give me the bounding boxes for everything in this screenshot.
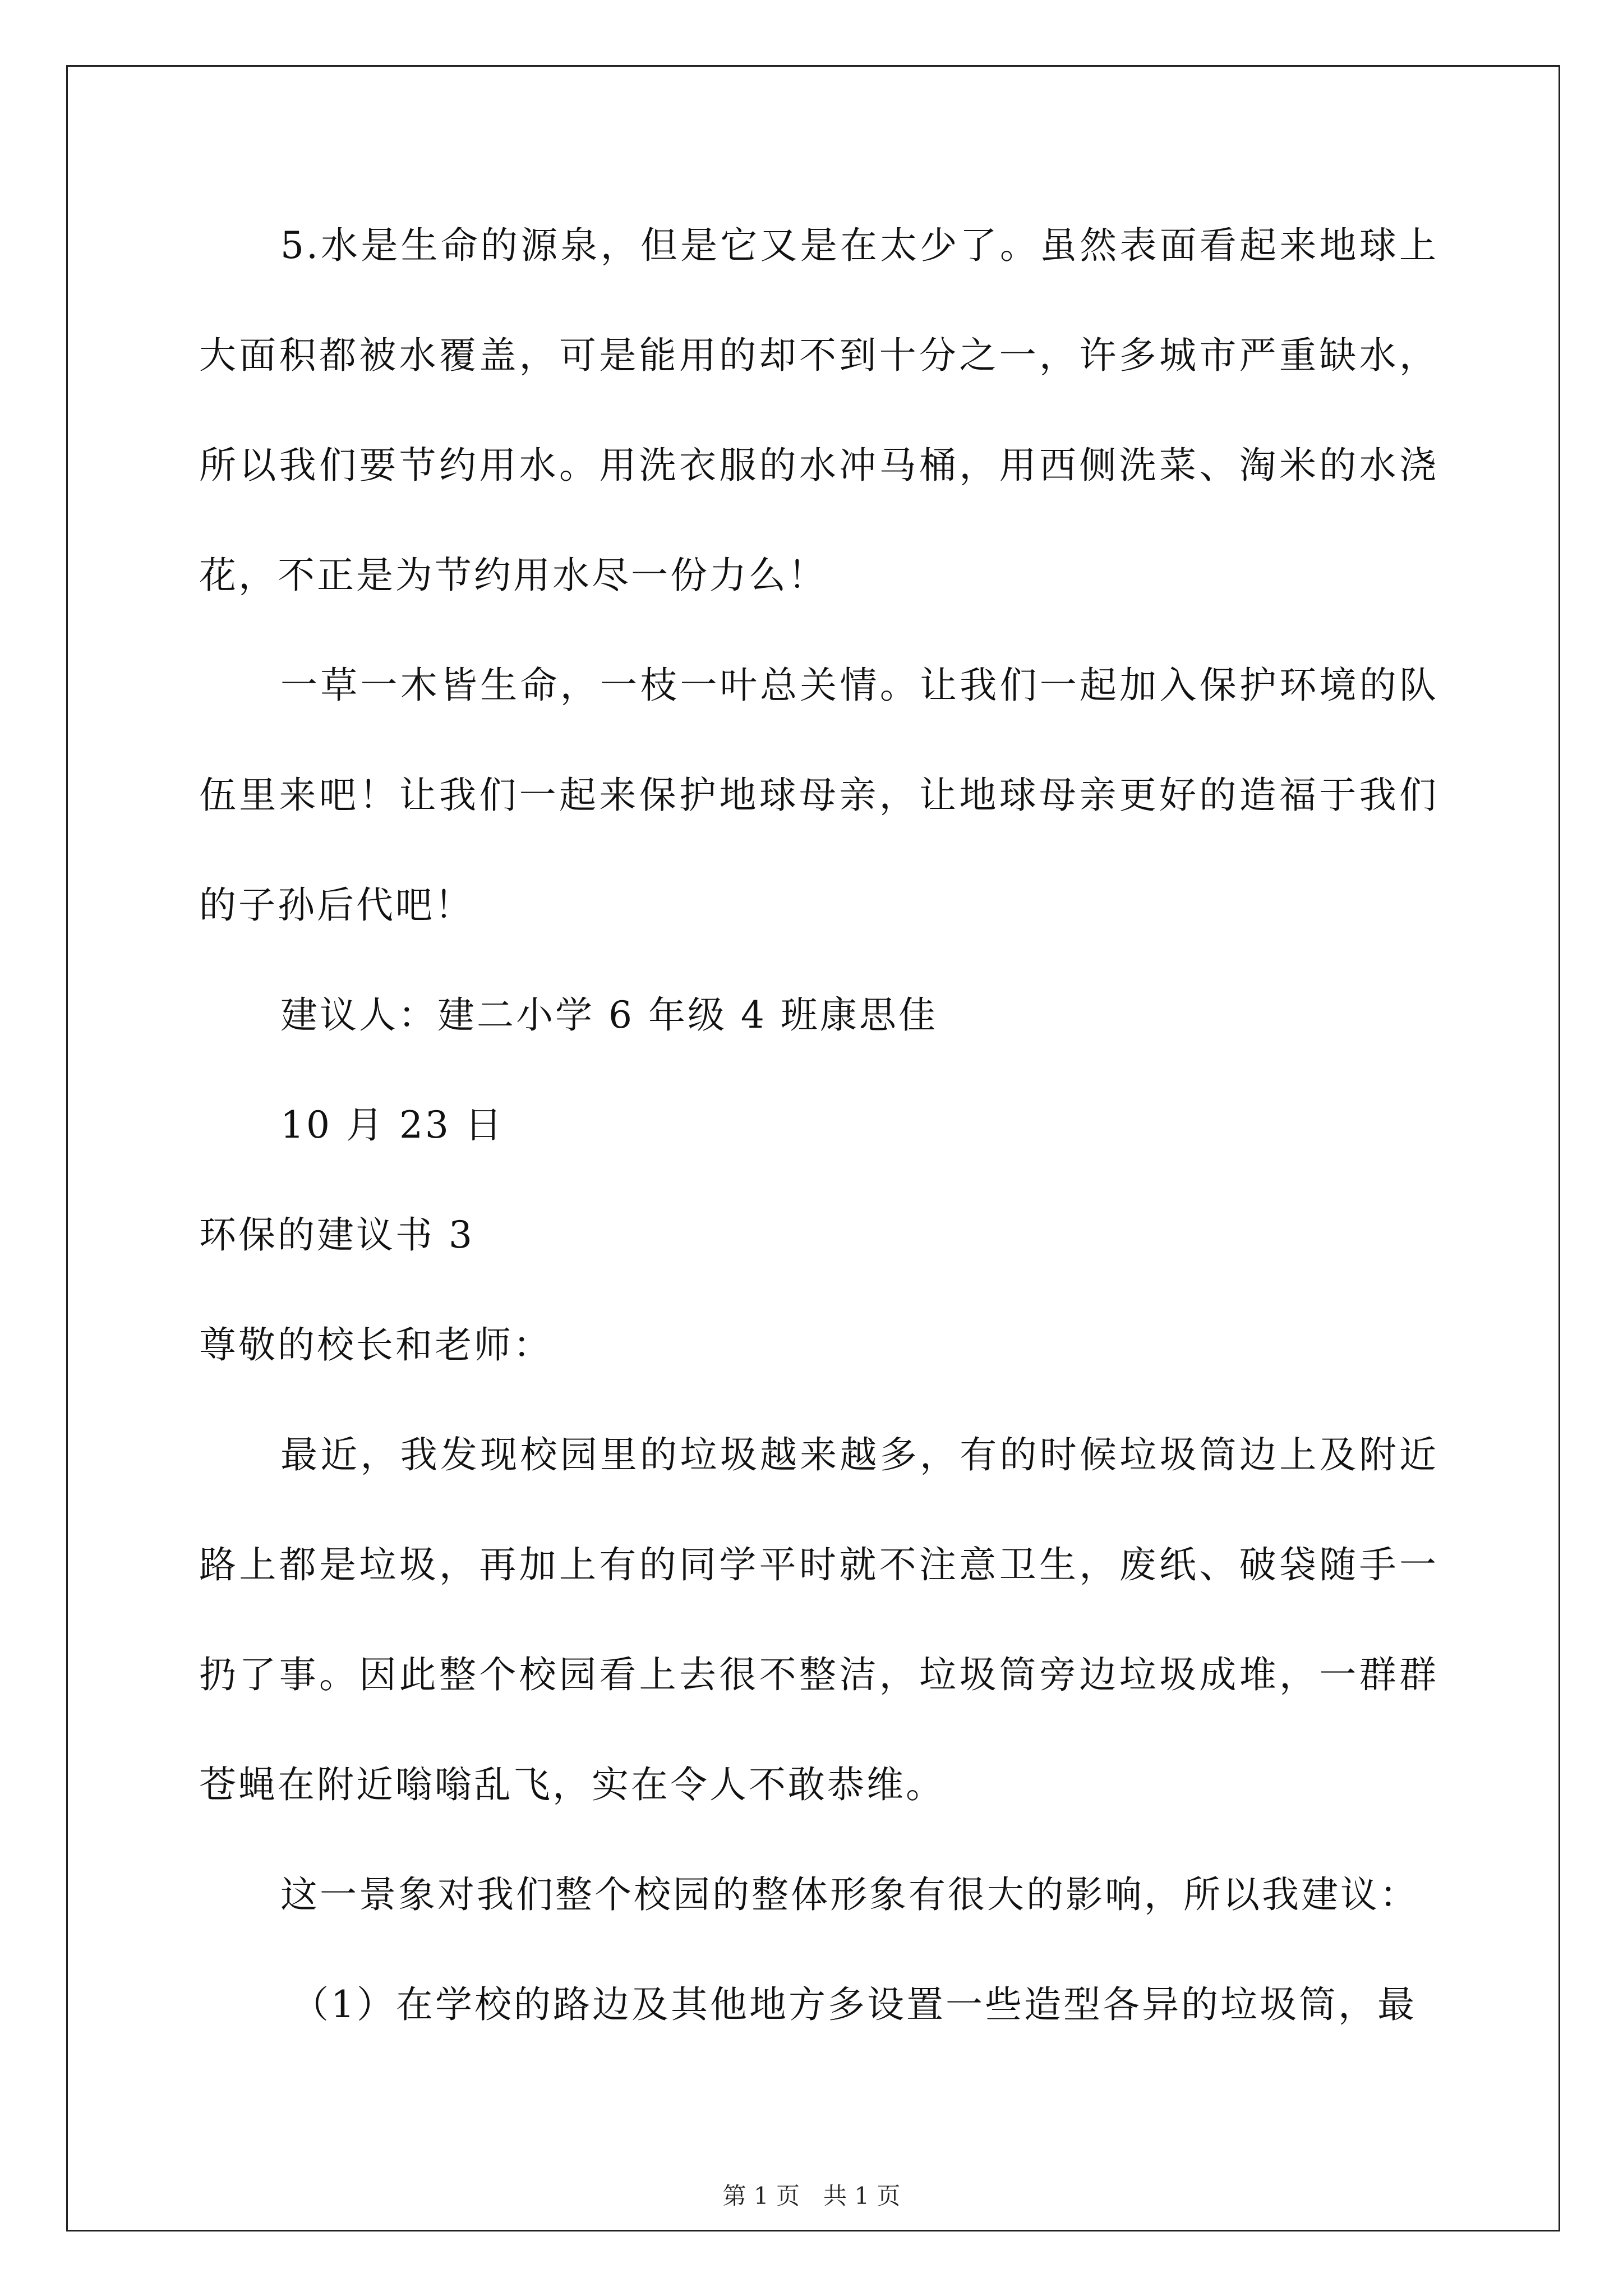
page-footer: 第 1 页 共 1 页: [722, 2182, 901, 2210]
paragraph-date: 10 月 23 日: [280, 1103, 504, 1147]
document-body: [199, 191, 1438, 2060]
paragraph-water: 5.水是生命的源泉，但是它又是在太少了。虽然表面看起来地球上大面积都被水覆盖，可是能用的却不到十分之一，许多城市严重缺水，所以我们要节约用水。用洗衣服的水冲马桶，用西侧洗菜、淘米的水浇花，不正是为节约用水尽一份力么！: [199, 224, 1438, 597]
paragraph-campus-garbage: 最近，我发现校园里的垃圾越来越多，有的时候垃圾筒边上及附近路上都是垃圾，再加上有的同学平时就不注意卫生，废纸、破袋随手一扔了事。因此整个校园看上去很不整洁，垃圾筒旁边垃圾成堆，一群群苍蝇在附近嗡嗡乱飞，实在令人不敢恭维。: [199, 1433, 1438, 1806]
paragraph-suggestion-1: （1）在学校的路边及其他地方多设置一些造型各异的垃圾筒，最: [292, 1983, 1417, 2026]
salutation: 尊敬的校长和老师：: [199, 1323, 552, 1366]
paragraph-protect-earth: 一草一木皆生命，一枝一叶总关情。让我们一起加入保护环境的队伍里来吧！让我们一起来保护地球母亲，让地球母亲更好的造福于我们的子孙后代吧！: [199, 664, 1438, 927]
paragraph-proposer: 建议人：建二小学 6 年级 4 班康思佳: [280, 993, 938, 1037]
paragraph-suggestion-intro: 这一景象对我们整个校园的整体形象有很大的影响，所以我建议：: [280, 1873, 1419, 1916]
section-title: 环保的建议书 3: [199, 1213, 474, 1257]
